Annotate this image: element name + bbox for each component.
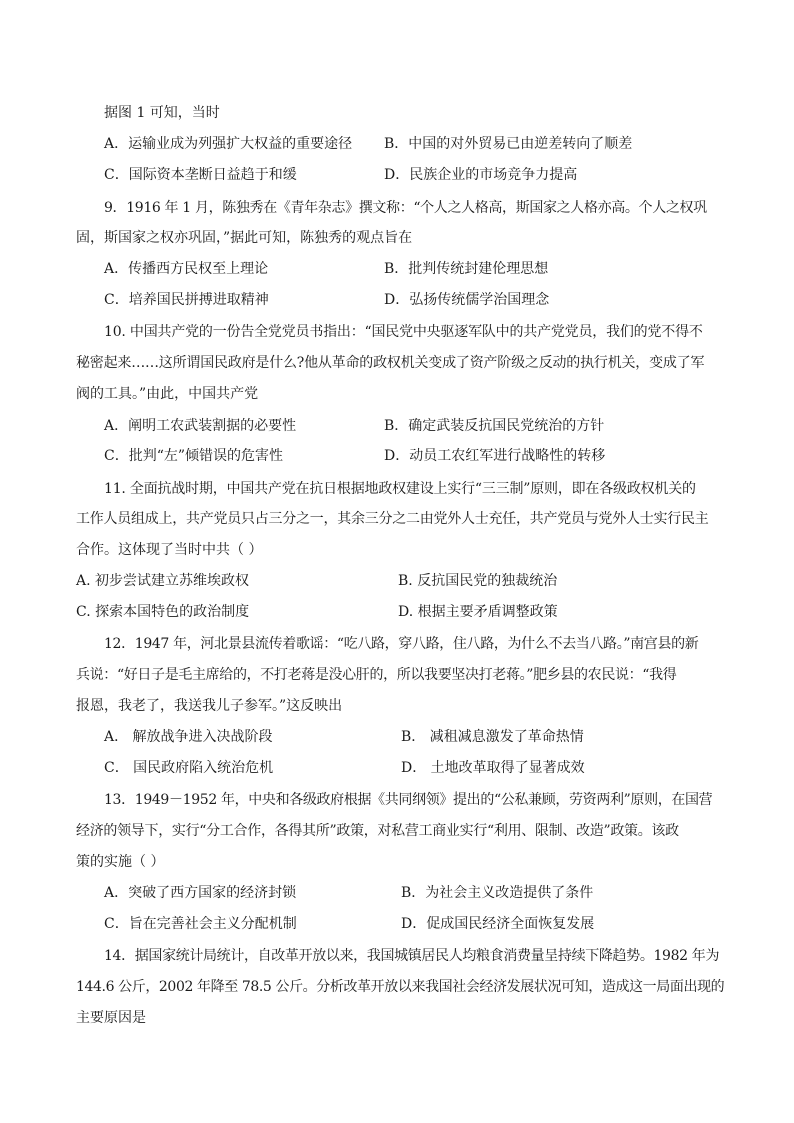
- q10-option-d: D．动员工农红军进行战略性的转移: [384, 448, 606, 464]
- q8-option-b: B．中国的对外贸易已由逆差转向了顺差: [384, 136, 633, 152]
- q10-option-b: B．确定武装反抗国民党统治的方针: [384, 418, 605, 434]
- q8-option-a: A．运输业成为列强扩大权益的重要途径: [104, 136, 353, 152]
- q13-option-c: C．旨在完善社会主义分配机制: [104, 916, 297, 932]
- q9-stem-line-1: 9．1916 年 1 月，陈独秀在《青年杂志》撰文称：“个人之人格高，斯国家之人格亦高。个人之权巩: [104, 200, 707, 216]
- q9-option-d: D．弘扬传统儒学治国理念: [384, 292, 550, 308]
- q13-stem-line-1: 13．1949－1952 年，中央和各级政府根据《共同纲领》提出的“公私兼顾，劳资两利”原则，在国营: [104, 792, 713, 808]
- q11-stem-line-1: 11. 全面抗战时期，中国共产党在抗日根据地政权建设上实行“三三制”原则，即在各级政权机关的: [104, 481, 696, 497]
- q12-option-a: A． 解放战争进入决战阶段: [104, 729, 273, 745]
- q9-option-c: C．培养国民拼搏进取精神: [104, 292, 269, 308]
- q10-stem-line-3: 阀的工具。”由此，中国共产党: [76, 386, 259, 402]
- q12-option-d: D． 土地改革取得了显著成效: [401, 760, 585, 776]
- q9-option-a: A．传播西方民权至上理论: [104, 261, 269, 277]
- q14-stem-line-3: 主要原因是: [76, 1010, 146, 1026]
- q11-option-d: D. 根据主要矛盾调整政策: [398, 604, 558, 620]
- q9-option-b: B．批判传统封建伦理思想: [384, 261, 549, 277]
- q8-option-c: C．国际资本垄断日益趋于和缓: [104, 167, 297, 183]
- q13-option-d: D．促成国民经济全面恢复发展: [401, 916, 595, 932]
- intro-text: 据图 1 可知，当时: [104, 105, 220, 121]
- q13-stem-line-2: 经济的领导下，实行“分工合作，各得其所”政策，对私营工商业实行“利用、限制、改造”政策。该政: [76, 823, 679, 839]
- q8-option-d: D．民族企业的市场竞争力提高: [384, 167, 578, 183]
- q10-option-a: A．阐明工农武装割据的必要性: [104, 418, 297, 434]
- q11-option-a: A. 初步尝试建立苏维埃政权: [76, 573, 250, 589]
- q11-option-b: B. 反抗国民党的独裁统治: [398, 573, 558, 589]
- q12-stem-line-2: 兵说：“好日子是毛主席给的，不打老蒋是没心肝的，所以我要坚决打老蒋。”肥乡县的农民说：“我得: [76, 667, 677, 683]
- q10-option-c: C．批判“左”倾错误的危害性: [104, 448, 284, 464]
- q11-option-c: C. 探索本国特色的政治制度: [76, 604, 250, 620]
- q10-stem-line-1: 10. 中国共产党的一份告全党党员书指出：“国民党中央驱逐军队中的共产党党员，我们的党不得不: [104, 324, 703, 340]
- q13-option-a: A．突破了西方国家的经济封锁: [104, 885, 297, 901]
- q12-option-b: B． 减租减息激发了革命热情: [401, 729, 584, 745]
- q11-stem-line-2: 工作人员组成上，共产党员只占三分之一，其余三分之二由党外人士充任，共产党员与党外人士实行民主: [76, 511, 709, 527]
- q12-stem-line-1: 12．1947 年，河北景县流传着歌谣：“吃八路，穿八路，住八路，为什么不去当八路。”南宫县的新: [104, 636, 699, 652]
- q14-stem-line-2: 144.6 公斤，2002 年降至 78.5 公斤。分析改革开放以来我国社会经济发展状况可知，造成这一局面出现的: [76, 979, 725, 995]
- q12-stem-line-3: 报恩，我老了，我送我儿子参军。”这反映出: [76, 698, 343, 714]
- q13-option-b: B．为社会主义改造提供了条件: [401, 885, 594, 901]
- q12-option-c: C． 国民政府陷入统治危机: [104, 760, 274, 776]
- q14-stem-line-1: 14．据国家统计局统计，自改革开放以来，我国城镇居民人均粮食消费量呈持续下降趋势。1982 年为: [104, 948, 720, 964]
- q10-stem-line-2: 秘密起来……这所谓国民政府是什么?他从革命的政权机关变成了资产阶级之反动的执行机关，变成了军: [76, 355, 705, 371]
- q11-stem-line-3: 合作。这体现了当时中共（ ）: [76, 542, 263, 558]
- q9-stem-line-2: 固，斯国家之权亦巩固，”据此可知，陈独秀的观点旨在: [76, 230, 413, 246]
- q13-stem-line-3: 策的实施（ ）: [76, 854, 165, 870]
